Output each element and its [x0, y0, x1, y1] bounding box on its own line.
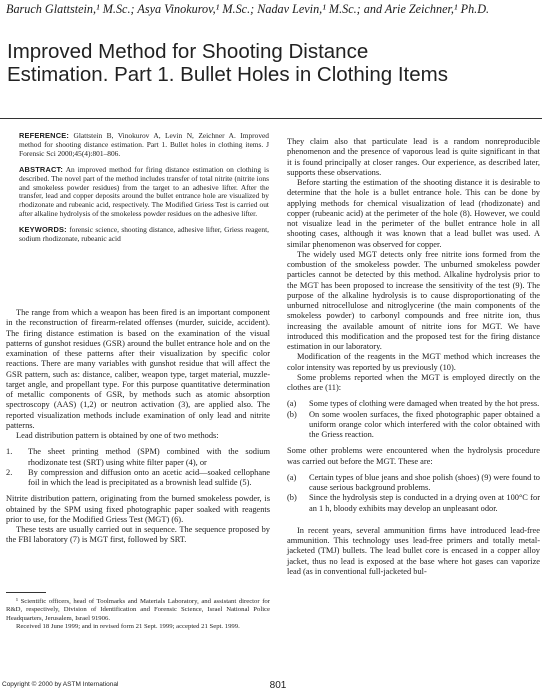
footnote-received: Received 18 June 1999; and in revised form 21 Sept. 1999; accepted 21 Sept. 1999.	[16, 622, 240, 630]
author-line: Baruch Glattstein,¹ M.Sc.; Asya Vinokurov,¹ M.Sc.; Nadav Levin,¹ M.Sc.; and Arie Zeichner,¹ Ph.D.	[6, 2, 490, 16]
footnote-affiliation: ¹ Scientific officers, head of Toolmarks and Materials Laboratory, and assistant director for R&D, respectively, Division of Identification and Forensic Science, Israel National Police Headquarters, Jerusalem, Israel 91906.	[6, 598, 270, 622]
reference-label: REFERENCE:	[19, 131, 70, 140]
body-paragraph: Some other problems were encountered when the hydrolysis procedure was carried out before the MGT. These are:	[287, 446, 540, 466]
body-paragraph: These tests are usually carried out in sequence. The sequence proposed by the FBI laboratory (7) is MGT first, followed by SRT.	[6, 525, 270, 545]
page-number: 801	[269, 680, 287, 691]
body-paragraph: Lead distribution pattern is obtained by one of two methods:	[16, 431, 219, 440]
abstract-paragraph	[19, 166, 269, 219]
list-letter: (b)	[287, 493, 297, 503]
keywords-text: forensic science, shooting distance, adhesive lifter, Griess reagent, sodium rhodizonate, rubeanic acid	[19, 225, 269, 244]
keywords-paragraph	[19, 226, 269, 244]
body-paragraph: The range from which a weapon has been fired is an important component in the reconstruction of firearm-related offenses (murder, suicide, accident). The firing distance estimation is based on the examination of the visual patterns of gunshot residues (GSR) around the bullet entrance hole and on the examination of these patterns after their visualization by specific color reactions. There are many variables with gunshot residue that will affect the GSR pattern, such as: distance, caliber, weapon type, target material, muzzle-target angle, and propellant type. For this purpose quantitative determination of metallic components of GSR, by methods such as atomic absorption spectroscopy (AAS) (1,2) or neutron activation (3), are applied also. The reported visualization methods include examination of only lead and nitrite patterns.	[6, 308, 270, 430]
abstract-text: An improved method for firing distance estimation on clothing is described. The novel part of the method includes transfer of total nitrite (nitrite ions and smokeless powder residues) from the target to an adhesive lifter. After the transfer, lead and copper deposits around the bullet entrance hole are visualized by rhodizonate and rubeanic acid, respectively. The Modified Griess Test is carried out after alkaline hydrolysis of the smokeless powder residues on the adhesive lifter.	[19, 164, 269, 219]
list-text: By compression and diffusion onto an acetic acid—soaked cellophane foil in which the lead is precipitated as a brownish lead sulfide (5).	[28, 467, 270, 487]
list-letter: (a)	[287, 399, 297, 409]
list-text: Since the hydrolysis step is conducted in a drying oven at 100°C for an 1 h, bloody exhibits may develop an unpleasant odor.	[309, 493, 540, 513]
list-letter: (b)	[287, 409, 297, 419]
article-title	[7, 40, 537, 86]
problem-list-1	[287, 399, 540, 440]
abstract-box	[19, 132, 269, 278]
body-paragraph: Modification of the reagents in the MGT method which increases the color intensity was reported by us previously (10).	[287, 352, 540, 372]
title-line-1: Improved Method for Shooting Distance	[7, 40, 369, 63]
list-item	[287, 473, 540, 494]
body-paragraph: In recent years, several ammunition firms have introduced lead-free ammunition. This technology uses lead-free primers and totally metal-jacketed (TMJ) bullets. The lead bullet core is encased in a copper alloy jacket, thus no lead is exposed at the base where hot gases can vaporize lead (as in conventional full-jacketed bul-	[287, 525, 540, 576]
list-text: Certain types of blue jeans and shoe polish (shoes) (9) were found to cause serious background problems.	[309, 472, 540, 492]
title-line-2: Estimation. Part 1. Bullet Holes in Clothing Items	[7, 63, 448, 86]
list-item	[6, 468, 270, 489]
list-text: The sheet printing method (SPM) combined with the sodium rhodizonate test (SRT) using white filter paper (4), or	[28, 447, 270, 467]
list-letter: (a)	[287, 472, 297, 482]
body-paragraph: Nitrite distribution pattern, originating from the burned smokeless powder, is obtained by the SPM using fixed photographic paper soaked with reagents prior to use, for the Modified Griess Test (MGT) (6).	[6, 494, 270, 524]
list-text: On some woolen surfaces, the fixed photographic paper obtained a uniform orange color which interfered with the color obtained with the Griess reaction.	[309, 409, 540, 439]
list-number: 2.	[6, 467, 13, 477]
method-list	[6, 447, 270, 488]
list-item	[287, 493, 540, 514]
reference-paragraph	[19, 132, 269, 159]
problem-list-2	[287, 473, 540, 514]
left-column	[6, 308, 270, 546]
list-item	[287, 399, 540, 409]
title-rule	[0, 118, 542, 119]
body-paragraph: Some problems reported when the MGT is employed directly on the clothes are (11):	[287, 372, 540, 392]
copyright-notice: Copyright © 2000 by ASTM International	[2, 681, 119, 688]
reference-text: Glattstein B, Vinokurov A, Levin N, Zeichner A. Improved method for shooting distance estimation. Part 1. Bullet holes in clothing items. J Forensic Sci 2000;45(4):801–806.	[19, 131, 269, 158]
list-item	[287, 410, 540, 441]
body-paragraph: They claim also that particulate lead is a random nonreproducible phenomenon and the presence of vaporous lead is quite significant in that it is found principally at closer ranges. Our experience, as described later, supports these observations.	[287, 137, 540, 177]
body-paragraph: The widely used MGT detects only free nitrite ions formed from the combustion of the smokeless powder. The unburned smokeless powder particles cannot be detected by this method. Alkaline hydrolysis prior to the MGT has been proposed to increase the sensitivity of the test (9). The purpose of the alkaline hydrolysis is to cause disproportionating of the unburned nitrocellulose and nitroglycerine (the main components of the smokeless powder) to carbonyl compounds and free nitrite ion, thus increasing the available amount of nitrite ions for MGT. We have introduced this modification and the proposed test for the firing distance estimation in our laboratory.	[287, 249, 540, 351]
footnote-rule	[6, 592, 46, 593]
abstract-label: ABSTRACT:	[19, 164, 64, 174]
footnote	[6, 598, 270, 631]
list-number: 1.	[6, 447, 13, 457]
right-column	[287, 137, 540, 577]
list-item	[6, 447, 270, 468]
list-text: Some types of clothing were damaged when treated by the hot press.	[309, 399, 540, 409]
keywords-label: KEYWORDS:	[19, 225, 67, 235]
body-paragraph: Before starting the estimation of the shooting distance it is desirable to determine that the hole is a bullet entrance hole. This can be done by applying methods for chemical visualization of lead (rhodizonate) and copper (rubeanic acid) at the perimeter of the hole (8). However, we could not visualize lead in the perimeter of the bullet entrance hole in all shooting cases, although it was known that a lead bullet was used. A similar phenomenon was observed for copper.	[287, 178, 540, 249]
